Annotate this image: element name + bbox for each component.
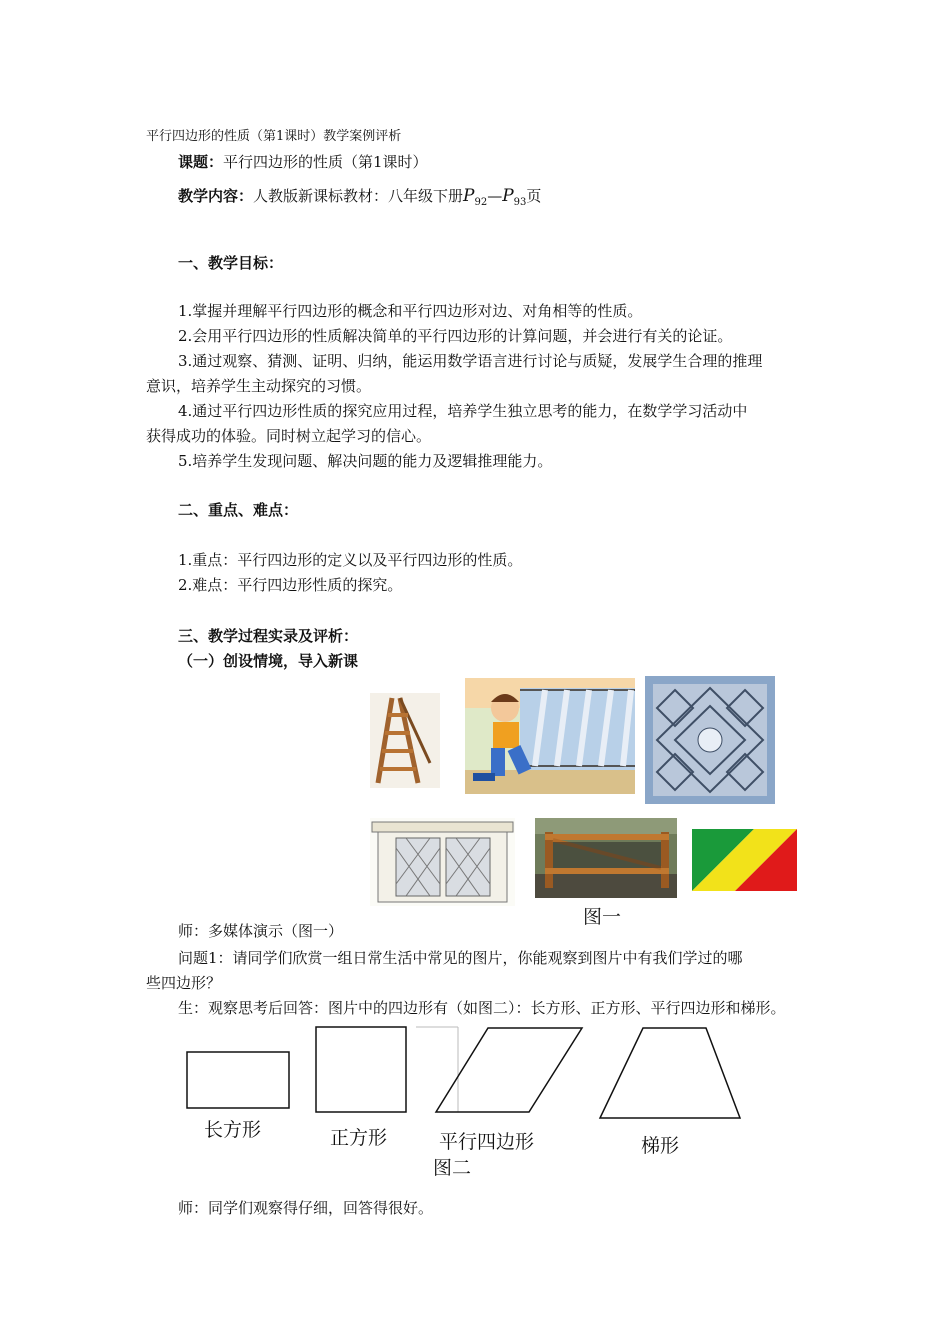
ladder-image — [370, 693, 440, 788]
goal-item: 5.培养学生发现问题、解决问题的能力及逻辑推理能力。 — [178, 452, 553, 470]
trapezoid-shape — [600, 1028, 740, 1118]
figure2-caption: 图二 — [433, 1157, 472, 1179]
teacher-line: 师：多媒体演示（图一） — [178, 922, 344, 940]
content-line — [178, 186, 541, 213]
section2-heading: 二、重点、难点： — [178, 501, 299, 519]
trapezoid-label: 梯形 — [641, 1135, 680, 1157]
page-dash: — — [487, 187, 503, 205]
content-label: 教学内容： — [178, 187, 254, 205]
topic-line — [178, 152, 428, 172]
teacher-praise: 师：同学们观察得仔细，回答得很好。 — [178, 1199, 434, 1217]
square-label: 正方形 — [330, 1127, 388, 1149]
goal-item-cont: 获得成功的体验。同时树立起学习的信心。 — [146, 427, 432, 445]
figure1-caption: 图一 — [583, 906, 622, 928]
goal-item: 2.会用平行四边形的性质解决简单的平行四边形的计算问题，并会进行有关的论证。 — [178, 327, 733, 345]
figure2-shapes — [180, 1022, 760, 1122]
goal-item: 4.通过平行四边形性质的探究应用过程，培养学生独立思考的能力，在数学学习活动中 — [178, 402, 748, 420]
key-point: 1.重点：平行四边形的定义以及平行四边形的性质。 — [178, 551, 523, 569]
section1-heading: 一、教学目标： — [178, 254, 284, 272]
parallelogram-label: 平行四边形 — [439, 1131, 535, 1153]
page-var-p1: P — [463, 186, 475, 206]
document-title: 平行四边形的性质（第1课时）教学案例评析 — [146, 129, 402, 144]
topic-text: 平行四边形的性质（第1课时） — [223, 153, 428, 171]
question1-line: 问题1：请同学们欣赏一组日常生活中常见的图片，你能观察到图片中有我们学过的哪 — [178, 949, 743, 967]
section3-subheading: （一）创设情境，导入新课 — [178, 652, 359, 670]
section3-heading: 三、教学过程实录及评析： — [178, 627, 359, 645]
cabinet-image — [370, 818, 515, 906]
student-answer: 生：观察思考后回答：图片中的四边形有（如图二）：长方形、正方形、平行四边形和梯形。 — [178, 999, 786, 1017]
page-var-p2: P — [502, 186, 514, 206]
square-shape — [316, 1027, 406, 1112]
wooden-gate-image — [535, 818, 677, 898]
goal-item-cont: 意识，培养学生主动探究的习惯。 — [146, 377, 372, 395]
page-sub-92: 92 — [474, 197, 488, 208]
boy-gate-image — [465, 678, 635, 794]
question1-line-cont: 些四边形？ — [146, 974, 222, 992]
rectangle-label: 长方形 — [204, 1119, 262, 1141]
page-suffix: 页 — [526, 187, 542, 205]
goal-item: 1.掌握并理解平行四边形的概念和平行四边形对边、对角相等的性质。 — [178, 302, 643, 320]
flag-image — [692, 829, 797, 891]
difficulty-point: 2.难点：平行四边形性质的探究。 — [178, 576, 403, 594]
goal-item: 3.通过观察、猜测、证明、归纳，能运用数学语言进行讨论与质疑，发展学生合理的推理 — [178, 352, 763, 370]
topic-label: 课题： — [178, 153, 224, 171]
rectangle-shape — [187, 1052, 289, 1108]
content-text: 人教版新课标教材：八年级下册 — [253, 187, 464, 205]
page-sub-93: 93 — [513, 197, 527, 208]
tile-pattern-image — [645, 676, 775, 804]
